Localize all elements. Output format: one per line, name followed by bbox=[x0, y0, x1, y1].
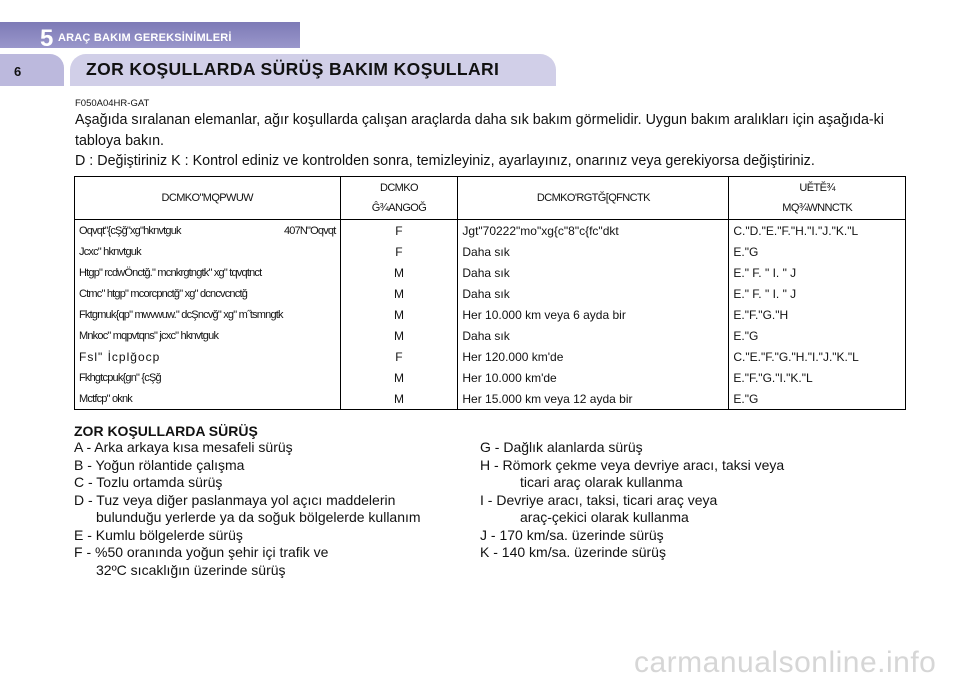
row-condition: E."G bbox=[729, 388, 906, 410]
row-operation: F bbox=[340, 220, 458, 242]
condition-item: B - Yoğun rölantide çalışma bbox=[74, 456, 245, 473]
chapter-title: ARAÇ BAKIM GEREKSİNİMLERİ bbox=[58, 32, 232, 44]
row-condition: E." F. " I. " J bbox=[729, 283, 906, 304]
row-condition: E." F. " I. " J bbox=[729, 262, 906, 283]
header-operation-line2: Ĝ¾ANGOĞ bbox=[371, 202, 427, 214]
row-interval: Her 120.000 km'de bbox=[458, 346, 729, 367]
condition-item: D - Tuz veya diğer paslanmaya yol açıcı maddelerin bbox=[74, 491, 396, 508]
row-item bbox=[75, 220, 341, 242]
row-item: Jcxc" hknvtguk bbox=[75, 241, 341, 262]
row-interval: Daha sık bbox=[458, 325, 729, 346]
condition-item: 32ºC sıcaklığın üzerinde sürüş bbox=[96, 561, 286, 578]
condition-item: bulunduğu yerlerde ya da soğuk bölgelerde kullanım bbox=[96, 509, 421, 525]
row-item: Ctmc" htgp" mcorcpnctğ" xg" dcncvcnctğ bbox=[75, 283, 341, 304]
condition-item: E - Kumlu bölgelerde sürüş bbox=[74, 526, 243, 543]
header-condition bbox=[729, 177, 906, 220]
row-item: Fktgmuk{qp" mwvwuw." dcŞncvğ" xg" m˝tsmngtk bbox=[75, 304, 341, 325]
row-interval: Daha sık bbox=[458, 283, 729, 304]
conditions-list-left bbox=[74, 439, 474, 579]
table-row bbox=[75, 241, 906, 262]
document-code: F050A04HR-GAT bbox=[75, 98, 150, 109]
row-item: Mnkoc" mqpvtqns" jcxc" hknvtguk bbox=[75, 325, 341, 346]
row-condition: E."G bbox=[729, 325, 906, 346]
table-row bbox=[75, 325, 906, 346]
header-interval: DCMKO'RGTĞ[QFNCTK bbox=[458, 177, 729, 220]
table-row bbox=[75, 304, 906, 325]
row-operation: M bbox=[340, 283, 458, 304]
row-interval: Her 15.000 km veya 12 ayda bir bbox=[458, 388, 729, 410]
row-item-label: Oqvqt"{cŞğ"xg"hknvtguk bbox=[79, 224, 181, 237]
row-interval: Her 10.000 km'de bbox=[458, 367, 729, 388]
row-condition: E."G bbox=[729, 241, 906, 262]
condition-item: araç-çekici olarak kullanma bbox=[520, 509, 689, 525]
condition-item: C - Tozlu ortamda sürüş bbox=[74, 474, 223, 490]
intro-paragraph: Aşağıda sıralanan elemanlar, ağır koşullarda çalışan araçlarda daha sık bakım görmelidir. Uygun bakım aralıkları için aşağıda-ki tabloya bakın. bbox=[75, 112, 884, 149]
condition-item: I - Devriye aracı, taksi, ticari araç veya bbox=[480, 491, 718, 508]
condition-item: ticari araç olarak kullanma bbox=[520, 474, 683, 490]
row-condition: E."F."G."H bbox=[729, 304, 906, 325]
header-operation bbox=[340, 177, 458, 220]
page-number: 6 bbox=[14, 64, 22, 79]
row-interval: Daha sık bbox=[458, 262, 729, 283]
row-item-extra: 407N"Oqvqt bbox=[283, 224, 336, 237]
conditions-title: ZOR KOŞULLARDA SÜRÜŞ bbox=[74, 423, 258, 439]
row-condition: E."F."G."I."K."L bbox=[729, 367, 906, 388]
condition-item: G - Dağlık alanlarda sürüş bbox=[480, 439, 643, 455]
header-item: DCMKO"MQPWUW bbox=[75, 177, 341, 220]
row-interval: Jgt"70222"mo"xg{c"8"c{fc"dkt bbox=[458, 220, 729, 242]
table-row bbox=[75, 220, 906, 242]
row-interval: Daha sık bbox=[458, 241, 729, 262]
row-interval: Her 10.000 km veya 6 ayda bir bbox=[458, 304, 729, 325]
header-condition-line2: MQ¾WNNCTK bbox=[782, 202, 853, 214]
table-row bbox=[75, 388, 906, 410]
row-operation: M bbox=[340, 262, 458, 283]
row-operation: M bbox=[340, 325, 458, 346]
row-item: Fkhgtcpuk{gn" {cŞğ bbox=[75, 367, 341, 388]
row-operation: F bbox=[340, 241, 458, 262]
table-header-row bbox=[75, 177, 906, 220]
row-item: Mctfcp" oknk bbox=[75, 388, 341, 410]
table-row bbox=[75, 262, 906, 283]
condition-item: H - Römork çekme veya devriye aracı, taksi veya bbox=[480, 456, 785, 473]
row-operation: F bbox=[340, 346, 458, 367]
legend-text: D : Değiştiriniz K : Kontrol ediniz ve kontrolden sonra, temizleyiniz, ayarlayınız, onarınız veya gerekiyorsa değiştiriniz. bbox=[75, 153, 815, 169]
condition-item: F - %50 oranında yoğun şehir içi trafik ve bbox=[74, 544, 329, 560]
header-condition-line1: UĔTĔ¾ bbox=[799, 182, 835, 194]
table-row bbox=[75, 283, 906, 304]
chapter-number: 5 bbox=[40, 25, 54, 52]
row-item: Fsl" İcplğocp bbox=[75, 346, 341, 367]
row-condition: C."D."E."F."H."I."J."K."L bbox=[729, 220, 906, 242]
condition-item: J - 170 km/sa. üzerinde sürüş bbox=[480, 526, 664, 543]
table-row bbox=[75, 367, 906, 388]
page-number-tab bbox=[0, 54, 64, 86]
row-operation: M bbox=[340, 304, 458, 325]
table-row bbox=[75, 346, 906, 367]
watermark: carmanualsonline.info bbox=[634, 646, 937, 679]
row-condition: C."E."F."G."H."I."J."K."L bbox=[729, 346, 906, 367]
maintenance-table bbox=[74, 176, 906, 410]
row-operation: M bbox=[340, 388, 458, 410]
section-title: ZOR KOŞULLARDA SÜRÜŞ BAKIM KOŞULLARI bbox=[86, 59, 500, 79]
conditions-list-right bbox=[480, 439, 880, 562]
row-item: Htgp" rcdwÖnctğ." mcnkrgtngtk" xg" tqvqtnct bbox=[75, 262, 341, 283]
condition-item: K - 140 km/sa. üzerinde sürüş bbox=[480, 544, 666, 560]
row-operation: M bbox=[340, 367, 458, 388]
condition-item: A - Arka arkaya kısa mesafeli sürüş bbox=[74, 439, 293, 455]
header-operation-line1: DCMKO bbox=[379, 182, 418, 194]
